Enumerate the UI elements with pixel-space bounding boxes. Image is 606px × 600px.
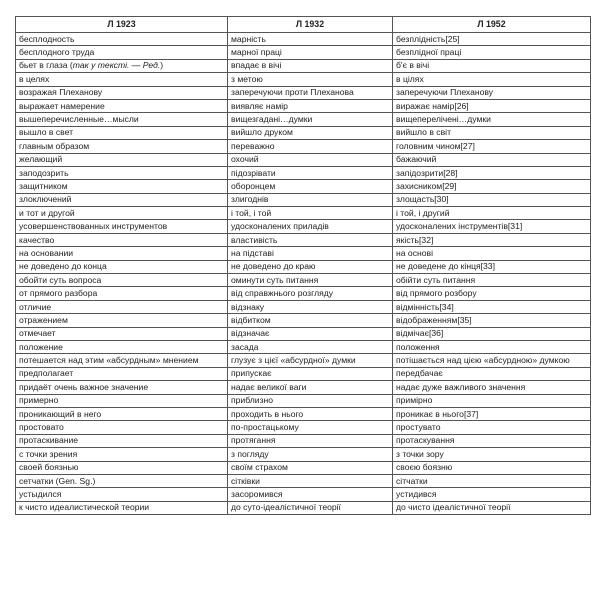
table-cell-1923: на основании — [16, 247, 228, 260]
table-cell-1923: защитником — [16, 180, 228, 193]
table-cell-1932: підозрівати — [228, 166, 393, 179]
table-cell-1932: надає великої ваги — [228, 381, 393, 394]
table-cell-1932: відзначає — [228, 327, 393, 340]
table-cell-1932: з погляду — [228, 448, 393, 461]
table-cell-1923: заподозрить — [16, 166, 228, 179]
table-cell-1932: приблизно — [228, 394, 393, 407]
table-cell-1952: з точки зору — [393, 448, 591, 461]
table-cell-1932: відбитком — [228, 314, 393, 327]
table-cell-1932: оборонцем — [228, 180, 393, 193]
comparison-table-container — [15, 16, 590, 515]
table-cell-1932: протягання — [228, 434, 393, 447]
table-cell-1952: передбачає — [393, 367, 591, 380]
table-row — [16, 407, 591, 420]
table-cell-1932: не доведено до краю — [228, 260, 393, 273]
table-cell-1932: виявляє намір — [228, 99, 393, 112]
table-row — [16, 46, 591, 59]
table-cell-1932: сітківки — [228, 474, 393, 487]
table-cell-1932: глузує з цієї «абсурдної» думки — [228, 354, 393, 367]
table-cell-1923: придаёт очень важное значение — [16, 381, 228, 394]
table-cell-1923: злоключений — [16, 193, 228, 206]
table-cell-1923: протаскивание — [16, 434, 228, 447]
table-cell-1932: припускає — [228, 367, 393, 380]
table-cell-1923: не доведено до конца — [16, 260, 228, 273]
table-row — [16, 73, 591, 86]
table-cell-1952: потішається над цією «абсурдною» думкою — [393, 354, 591, 367]
table-row — [16, 300, 591, 313]
table-row — [16, 314, 591, 327]
table-row — [16, 207, 591, 220]
table-row — [16, 180, 591, 193]
table-cell-1932: оминути суть питання — [228, 274, 393, 287]
table-row — [16, 260, 591, 273]
table-cell-1952: сітчатки — [393, 474, 591, 487]
table-cell-1932: властивість — [228, 233, 393, 246]
table-row — [16, 394, 591, 407]
table-cell-1932: удосконалених приладів — [228, 220, 393, 233]
table-row — [16, 274, 591, 287]
table-cell-1932: до суто-ідеалістичної теорії — [228, 501, 393, 514]
table-cell-1952: відмінність[34] — [393, 300, 591, 313]
table-cell-1923: бьет в глаза (так у тексті. — Ред.) — [16, 59, 228, 72]
table-cell-1952: до чисто ідеалістичної теорії — [393, 501, 591, 514]
table-cell-1923: бесплодного труда — [16, 46, 228, 59]
table-row — [16, 153, 591, 166]
table-row — [16, 488, 591, 501]
table-cell-1932: вищезгадані…думки — [228, 113, 393, 126]
table-cell-1932: заперечуючи проти Плеханова — [228, 86, 393, 99]
table-cell-1923: усовершенствованных инструментов — [16, 220, 228, 233]
table-cell-1923: проникающий в него — [16, 407, 228, 420]
table-cell-1952: вийшло в світ — [393, 126, 591, 139]
table-cell-1923: предполагает — [16, 367, 228, 380]
table-row — [16, 421, 591, 434]
table-cell-1952: примірно — [393, 394, 591, 407]
table-row — [16, 327, 591, 340]
table-cell-1952: заперечуючи Плеханову — [393, 86, 591, 99]
table-cell-1932: засада — [228, 340, 393, 353]
table-row — [16, 220, 591, 233]
table-cell-1952: вищеперелічені…думки — [393, 113, 591, 126]
table-cell-1932: засоромився — [228, 488, 393, 501]
table-row — [16, 501, 591, 514]
table-cell-1952: виражає намір[26] — [393, 99, 591, 112]
table-row — [16, 448, 591, 461]
table-row — [16, 33, 591, 46]
table-row — [16, 474, 591, 487]
table-cell-1932: з метою — [228, 73, 393, 86]
comparison-table — [15, 16, 591, 515]
column-header-1932: Л 1932 — [228, 17, 393, 33]
table-cell-1923: бесплодность — [16, 33, 228, 46]
table-cell-1923: отмечает — [16, 327, 228, 340]
table-row — [16, 461, 591, 474]
table-cell-1923: вышеперечисленные…мысли — [16, 113, 228, 126]
table-cell-1923: выражает намерение — [16, 99, 228, 112]
table-cell-1923: своей боязнью — [16, 461, 228, 474]
table-cell-1952: не доведене до кінця[33] — [393, 260, 591, 273]
table-cell-1952: відображенням[35] — [393, 314, 591, 327]
table-cell-1932: від справжнього розгляду — [228, 287, 393, 300]
table-cell-1923: вышло в свет — [16, 126, 228, 139]
table-cell-1952: обійти суть питання — [393, 274, 591, 287]
table-row — [16, 354, 591, 367]
table-cell-1952: проникає в нього[37] — [393, 407, 591, 420]
table-cell-1952: на основі — [393, 247, 591, 260]
table-cell-1932: відзнаку — [228, 300, 393, 313]
table-cell-1952: удосконалених інструментів[31] — [393, 220, 591, 233]
table-cell-1932: переважно — [228, 140, 393, 153]
table-row — [16, 59, 591, 72]
table-cell-1923: качество — [16, 233, 228, 246]
table-row — [16, 233, 591, 246]
table-cell-1952: головним чином[27] — [393, 140, 591, 153]
table-cell-1932: впадає в вічі — [228, 59, 393, 72]
table-cell-1923: отличие — [16, 300, 228, 313]
table-cell-1952: від прямого розбору — [393, 287, 591, 300]
table-cell-1932: злигоднів — [228, 193, 393, 206]
table-cell-1923: возражая Плеханову — [16, 86, 228, 99]
table-row — [16, 193, 591, 206]
table-cell-1952: надає дуже важливого значення — [393, 381, 591, 394]
table-cell-1932: по-простацькому — [228, 421, 393, 434]
table-row — [16, 99, 591, 112]
table-cell-1932: проходить в нього — [228, 407, 393, 420]
table-row — [16, 113, 591, 126]
table-cell-1952: протаскування — [393, 434, 591, 447]
table-cell-1952: положення — [393, 340, 591, 353]
table-cell-1932: охочий — [228, 153, 393, 166]
column-header-1952: Л 1952 — [393, 17, 591, 33]
table-cell-1952: запідозрити[28] — [393, 166, 591, 179]
header-row — [16, 17, 591, 33]
table-cell-1932: і той, і той — [228, 207, 393, 220]
table-cell-1952: бажаючий — [393, 153, 591, 166]
table-row — [16, 434, 591, 447]
table-cell-1932: марної праці — [228, 46, 393, 59]
table-cell-1952: безплідність[25] — [393, 33, 591, 46]
table-cell-1923: к чисто идеалистической теории — [16, 501, 228, 514]
table-cell-1952: б'є в вічі — [393, 59, 591, 72]
table-cell-1923: в целях — [16, 73, 228, 86]
table-cell-1932: марність — [228, 33, 393, 46]
table-row — [16, 381, 591, 394]
table-cell-1923: простовато — [16, 421, 228, 434]
column-header-1923: Л 1923 — [16, 17, 228, 33]
table-cell-1952: безплідної праці — [393, 46, 591, 59]
table-cell-1952: простувато — [393, 421, 591, 434]
table-cell-1923: с точки зрения — [16, 448, 228, 461]
table-cell-1952: своєю боязню — [393, 461, 591, 474]
table-cell-1923: положение — [16, 340, 228, 353]
table-cell-1923: примерно — [16, 394, 228, 407]
table-row — [16, 340, 591, 353]
table-row — [16, 166, 591, 179]
table-body — [16, 33, 591, 515]
table-cell-1923: обойти суть вопроса — [16, 274, 228, 287]
table-cell-1952: відмічає[36] — [393, 327, 591, 340]
table-cell-1952: в цілях — [393, 73, 591, 86]
table-row — [16, 367, 591, 380]
table-cell-1923: отражением — [16, 314, 228, 327]
table-row — [16, 287, 591, 300]
table-cell-1932: своїм страхом — [228, 461, 393, 474]
table-cell-1952: і той, і другий — [393, 207, 591, 220]
table-row — [16, 247, 591, 260]
table-cell-1923: сетчатки (Gen. Sg.) — [16, 474, 228, 487]
table-cell-1932: на підставі — [228, 247, 393, 260]
table-cell-1932: вийшло друком — [228, 126, 393, 139]
table-cell-1923: желающий — [16, 153, 228, 166]
table-row — [16, 140, 591, 153]
table-cell-1952: захисником[29] — [393, 180, 591, 193]
table-cell-1952: якість[32] — [393, 233, 591, 246]
table-cell-1923: главным образом — [16, 140, 228, 153]
table-cell-1923: устыдился — [16, 488, 228, 501]
table-cell-1923: и тот и другой — [16, 207, 228, 220]
table-cell-1952: устидився — [393, 488, 591, 501]
table-row — [16, 126, 591, 139]
table-cell-1923: потешается над этим «абсурдным» мнением — [16, 354, 228, 367]
table-row — [16, 86, 591, 99]
table-cell-1923: от прямого разбора — [16, 287, 228, 300]
table-cell-1952: злощасть[30] — [393, 193, 591, 206]
